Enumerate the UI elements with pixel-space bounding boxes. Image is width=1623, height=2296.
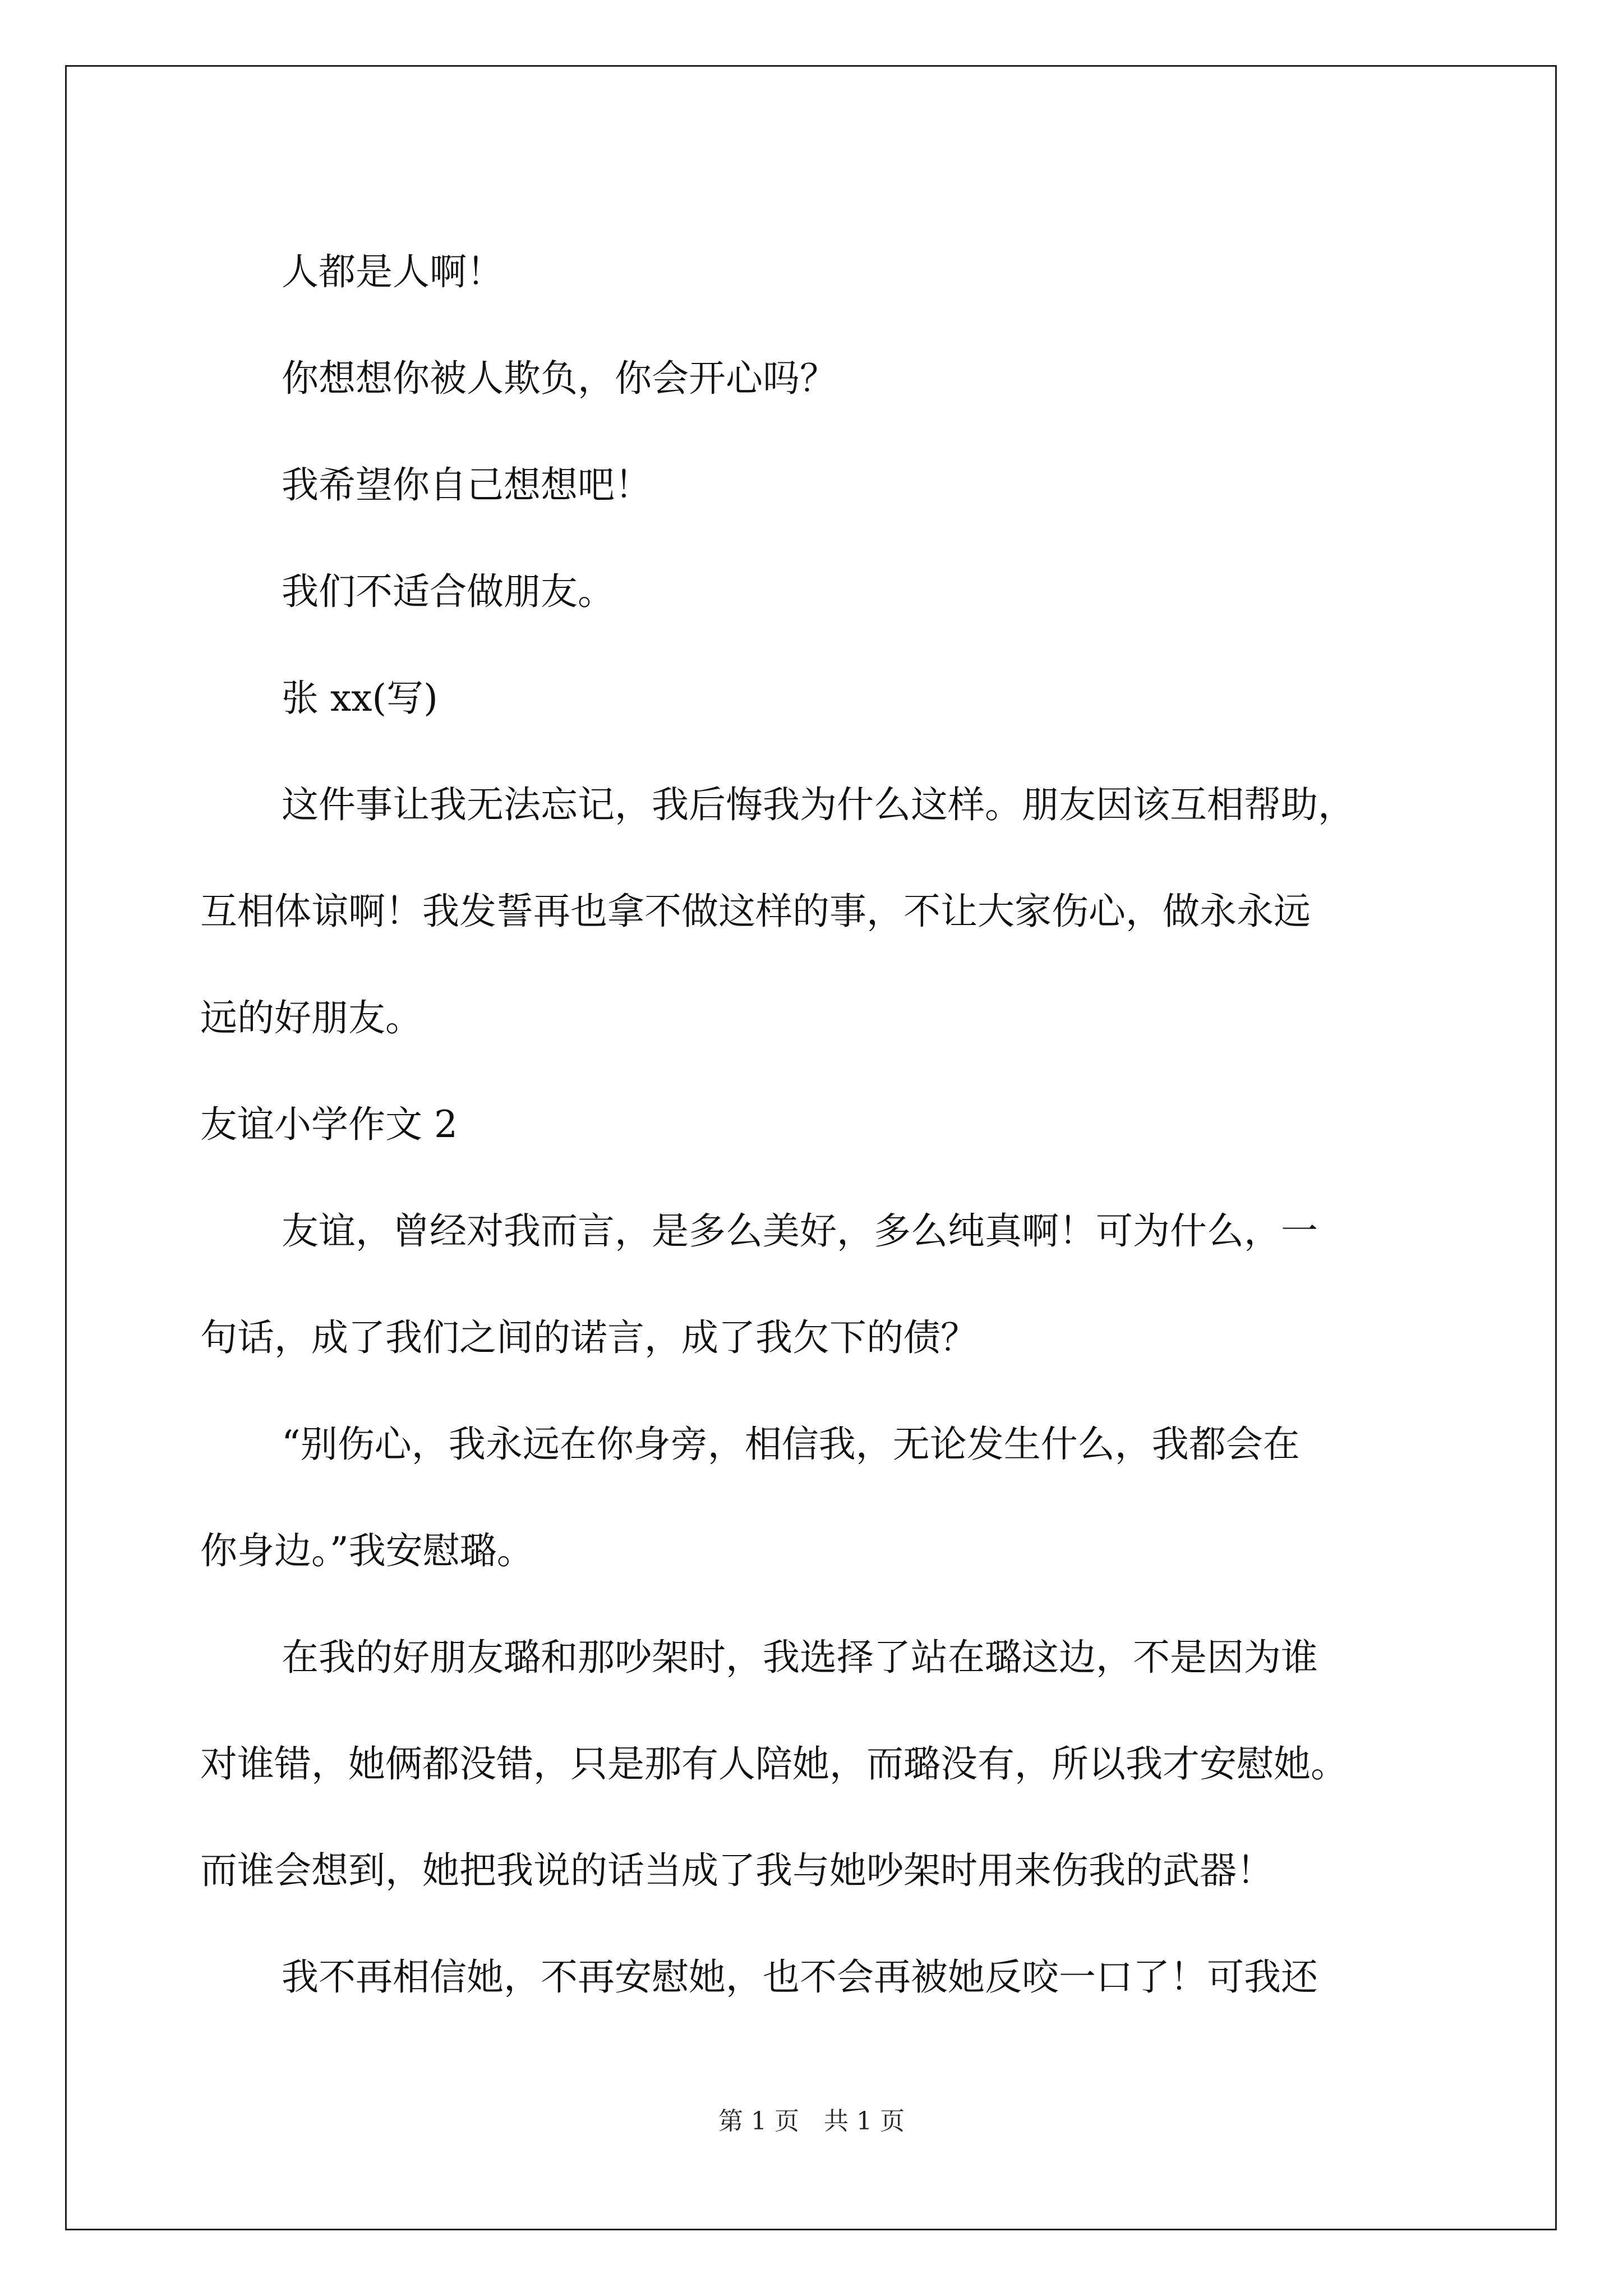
paragraph — [200, 752, 1490, 1071]
page-footer: 第 1 页 共 1 页 — [718, 2107, 905, 2136]
paragraph — [200, 1391, 1490, 1604]
text-line: 这件事让我无法忘记，我后悔我为什么这样。朋友因该互相帮助， — [282, 783, 1355, 826]
text-line: 你想想你被人欺负，你会开心吗？ — [282, 357, 837, 400]
text-line: 我不再相信她，不再安慰她，也不会再被她反咬一口了！可我还 — [282, 1955, 1318, 1999]
paragraph — [200, 325, 1490, 432]
text-line: “别伤心，我永远在你身旁，相信我，无论发生什么，我都会在 — [282, 1423, 1300, 1466]
text-line: 句话，成了我们之间的诺言，成了我欠下的债？ — [200, 1316, 978, 1359]
paragraph — [200, 1604, 1490, 1924]
paragraph — [200, 539, 1490, 645]
section-heading: 友谊小学作文 2 — [200, 1103, 458, 1146]
signature-line — [200, 645, 1490, 752]
text-line: 互相体谅啊！我发誓再也拿不做这样的事，不让大家伤心，做永永远 — [200, 890, 1311, 933]
paragraph — [200, 432, 1490, 539]
text-line: 我希望你自己想想吧！ — [282, 463, 652, 507]
text-line: 在我的好朋友璐和那吵架时，我选择了站在璐这边，不是因为谁 — [282, 1636, 1318, 1679]
text-line: 远的好朋友。 — [200, 996, 422, 1039]
paragraph — [200, 219, 1490, 325]
paragraph — [200, 1178, 1490, 1391]
text-line: 友谊，曾经对我而言，是多么美好，多么纯真啊！可为什么，一 — [282, 1209, 1318, 1253]
text-line: 人都是人啊！ — [282, 250, 504, 293]
text-line: 我们不适合做朋友。 — [282, 570, 615, 613]
text-line: 张 xx(写) — [282, 677, 438, 720]
text-line: 你身边。”我安慰璐。 — [200, 1529, 534, 1572]
text-line: 而谁会想到，她把我说的话当成了我与她吵架时用来伤我的武器！ — [200, 1849, 1274, 1892]
document-body — [200, 219, 1490, 2031]
paragraph — [200, 1924, 1490, 2031]
text-line: 对谁错，她俩都没错，只是那有人陪她，而璐没有，所以我才安慰她。 — [200, 1742, 1348, 1786]
